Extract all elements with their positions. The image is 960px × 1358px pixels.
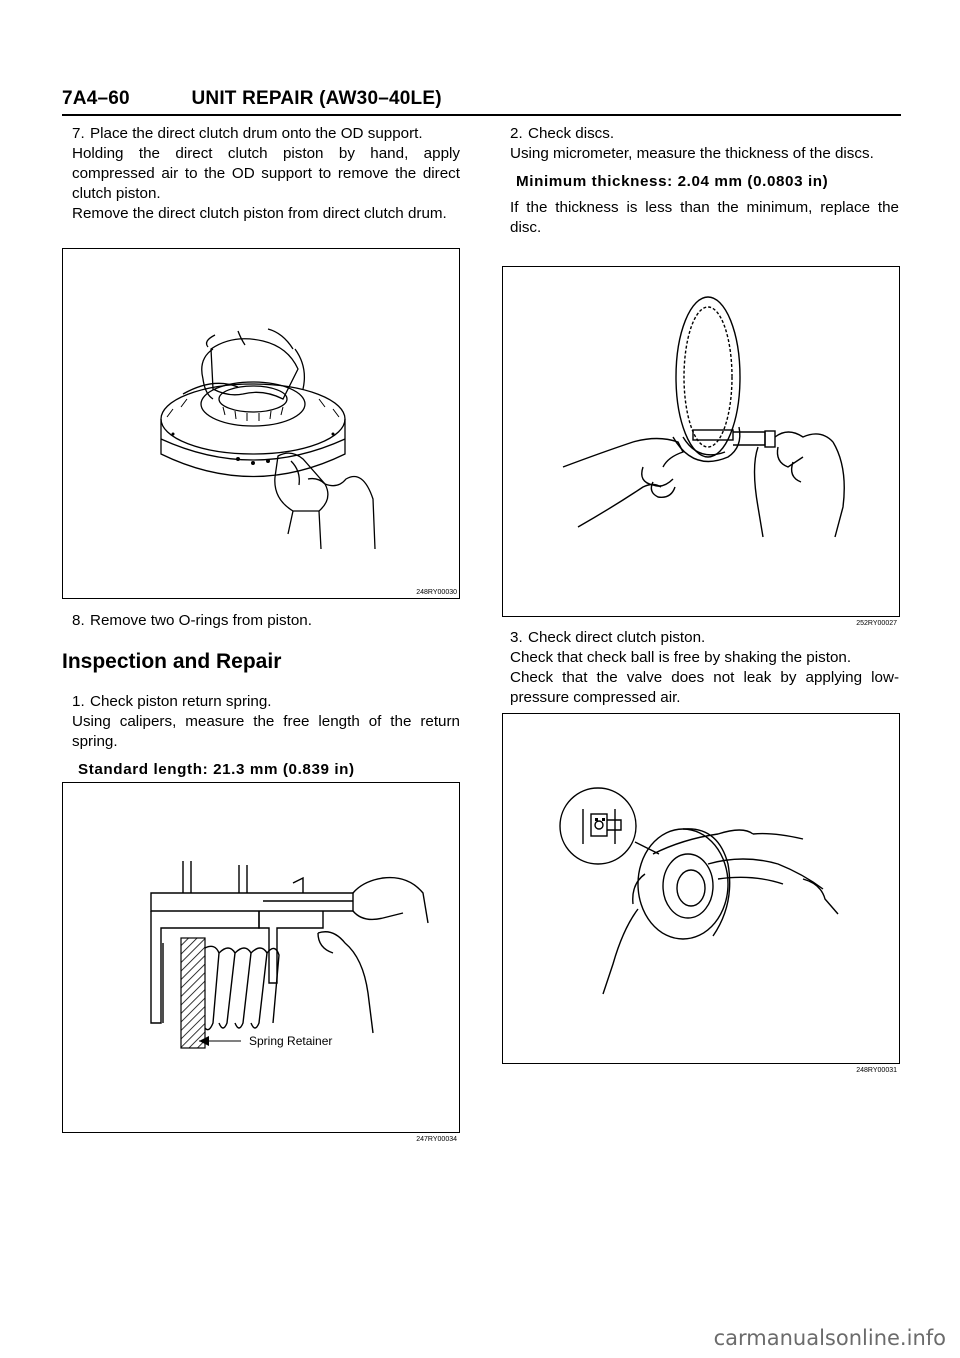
figure-code: 248RY00030: [416, 589, 457, 596]
step-heading: Check piston return spring.: [90, 693, 272, 710]
step-text: Using micrometer, measure the thickness of the discs.: [510, 145, 874, 162]
figure-code: 252RY00027: [856, 620, 897, 627]
figure-clutch-drum: [62, 248, 460, 599]
step-number: 8.: [72, 612, 85, 629]
watermark: carmanualsonline.info: [713, 1326, 946, 1350]
step-3: [510, 628, 899, 708]
step-heading: Place the direct clutch drum onto the OD support.: [90, 125, 423, 142]
step-heading: Check discs.: [528, 125, 615, 142]
page-header: [62, 88, 442, 110]
figure-piston-check: [502, 713, 900, 1074]
piston-check-illustration: [503, 714, 899, 1063]
clutch-drum-illustration: [63, 249, 459, 598]
step-number: 2.: [510, 125, 523, 142]
step-text: Remove two O-rings from piston.: [90, 612, 312, 629]
step-number: 7.: [72, 125, 85, 142]
section-code: 7A4–60: [62, 88, 130, 109]
step-8: [72, 611, 460, 631]
step-text: Using calipers, measure the free length of the return spring.: [72, 713, 460, 750]
step-text: Check that check ball is free by shaking the piston.: [510, 649, 852, 666]
step-note: If the thickness is less than the minimum, replace the disc.: [510, 199, 899, 236]
step-text-2: Check that the valve does not leak by applying low-pressure compressed air.: [510, 669, 899, 706]
step-7: [72, 124, 460, 224]
step-number: 1.: [72, 693, 85, 710]
step-text-2: Remove the direct clutch piston from direct clutch drum.: [72, 205, 447, 222]
micrometer-disc-illustration: [503, 267, 899, 616]
caliper-spring-illustration: [63, 783, 459, 1132]
step-2: [510, 124, 899, 238]
header-rule: [62, 114, 901, 116]
step-heading: Check direct clutch piston.: [528, 629, 706, 646]
spring-retainer-label: Spring Retainer: [249, 1034, 333, 1048]
spec-standard-length: Standard length: 21.3 mm (0.839 in): [78, 761, 355, 778]
figure-code: 248RY00031: [856, 1067, 897, 1074]
figure-caliper-spring: [62, 782, 460, 1143]
step-text: Holding the direct clutch piston by hand, apply compressed air to the OD support to remove the direct clutch piston.: [72, 145, 460, 202]
step-1: [72, 692, 460, 782]
step-number: 3.: [510, 629, 523, 646]
figure-micrometer-disc: [502, 266, 900, 627]
spec-minimum-thickness: Minimum thickness: 2.04 mm (0.0803 in): [516, 173, 829, 190]
page-title: UNIT REPAIR (AW30–40LE): [191, 88, 442, 109]
figure-code: 247RY00034: [416, 1136, 457, 1143]
section-title: Inspection and Repair: [62, 650, 282, 673]
